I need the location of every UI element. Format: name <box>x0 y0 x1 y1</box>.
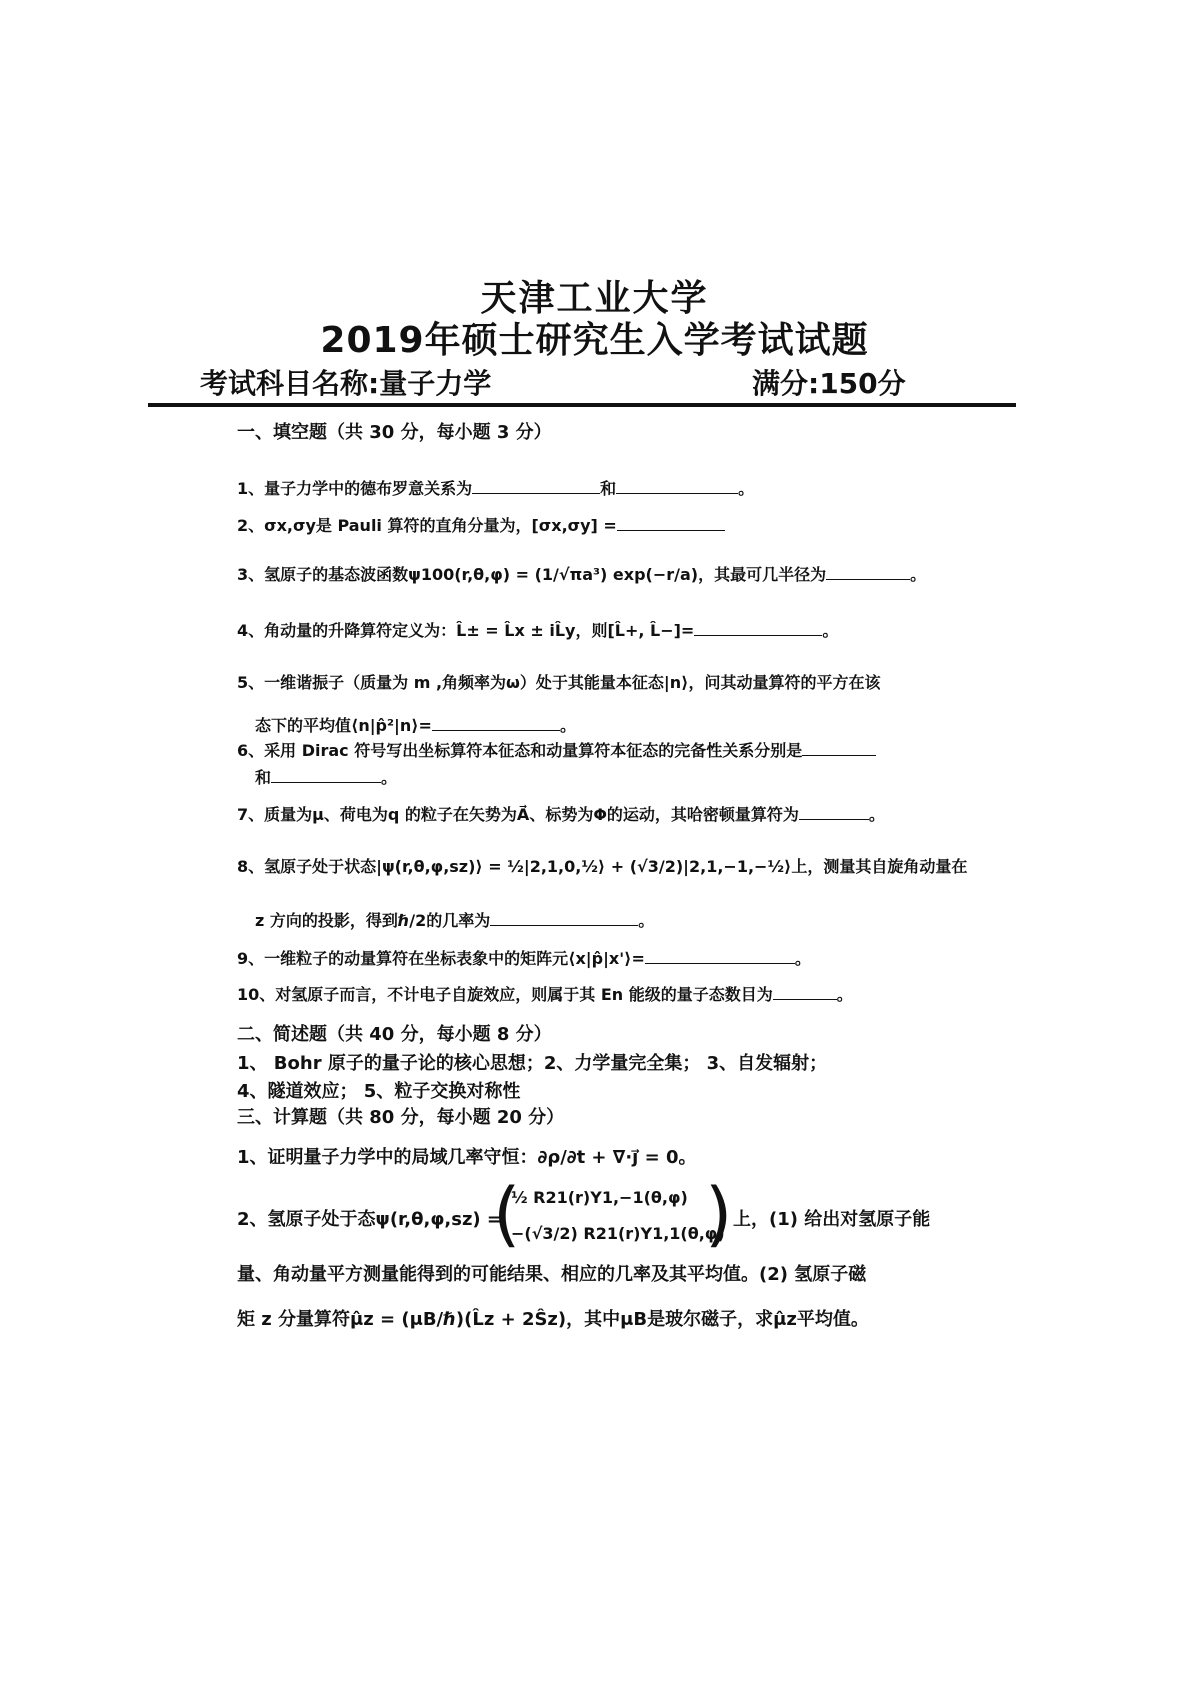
answer-blank <box>826 578 910 580</box>
answer-blank <box>799 818 869 820</box>
answer-blank <box>271 781 381 783</box>
q9-end: 。 <box>794 949 811 968</box>
calc-question-2-cont: 上，(1) 给出对氢原子能 <box>733 1209 931 1230</box>
question-1-10 <box>237 982 853 1005</box>
question-1-6-line2 <box>255 765 397 788</box>
question-1-6-line1 <box>237 738 876 761</box>
q10-end: 。 <box>836 985 853 1004</box>
question-1-2 <box>237 513 725 536</box>
q8-text: z 方向的投影，得到ℏ/2的几率为 <box>255 911 491 930</box>
q6-and: 和 <box>255 768 272 787</box>
section2-line1: 1、 Bohr 原子的量子论的核心思想；2、力学量完全集； 3、自发辐射； <box>237 1053 828 1074</box>
answer-blank <box>472 492 600 494</box>
question-1-8-line1: 8、氢原子处于状态|ψ(r,θ,φ,sz)⟩ = ½|2,1,0,½⟩ + (√3/2)|2,1,−1,−½⟩上，测量其自旋角动量在 <box>237 857 968 876</box>
q5-end: 。 <box>559 716 576 735</box>
subject-name: 考试科目名称:量子力学 <box>200 367 492 400</box>
question-1-8-line2 <box>255 908 654 931</box>
left-paren-icon: ( <box>493 1173 521 1255</box>
q10-text: 10、对氢原子而言，不计电子自旋效应，则属于其 En 能级的量子态数目为 <box>237 985 773 1004</box>
q3-end: 。 <box>910 565 927 584</box>
question-1-5-line2 <box>255 713 576 736</box>
answer-blank <box>617 529 725 531</box>
calc-question-2-line2: 量、角动量平方测量能得到的可能结果、相应的几率及其平均值。(2) 氢原子磁 <box>237 1264 867 1285</box>
calc-question-2-start: 2、氢原子处于态ψ(r,θ,φ,sz) = <box>237 1209 502 1230</box>
section2-heading: 二、简述题（共 40 分，每小题 8 分） <box>237 1024 552 1045</box>
q3-text: 3、氢原子的基态波函数ψ100(r,θ,φ) = (1/√πa³) exp(−r/a)，其最可几半径为 <box>237 565 827 584</box>
state-vector-matrix <box>493 1173 733 1255</box>
q6-text: 6、采用 Dirac 符号写出坐标算符本征态和动量算符本征态的完备性关系分别是 <box>237 741 803 760</box>
matrix-row-1: ½ R21(r)Y1,−1(θ,φ) <box>511 1188 688 1207</box>
question-1-3 <box>237 562 926 585</box>
answer-blank <box>694 634 822 636</box>
full-score: 满分:150分 <box>752 367 906 400</box>
answer-blank <box>616 492 738 494</box>
section2-line2: 4、隧道效应； 5、粒子交换对称性 <box>237 1081 521 1102</box>
q4-text: 4、角动量的升降算符定义为：L̂± = L̂x ± iL̂y，则[L̂+, L̂−]= <box>237 621 695 640</box>
q9-text: 9、一维粒子的动量算符在坐标表象中的矩阵元⟨x|p̂|x'⟩= <box>237 949 645 968</box>
q7-end: 。 <box>868 805 885 824</box>
section3-heading: 三、计算题（共 80 分，每小题 20 分） <box>237 1107 565 1128</box>
q1-end: 。 <box>738 479 755 498</box>
q4-end: 。 <box>822 621 839 640</box>
question-1-9 <box>237 946 811 969</box>
matrix-row-2: −(√3/2) R21(r)Y1,1(θ,φ) <box>511 1224 725 1243</box>
q7-text: 7、质量为μ、荷电为q 的粒子在矢势为A⃗、标势为Φ的运动，其哈密顿量算符为 <box>237 805 799 824</box>
exam-title: 2019年硕士研究生入学考试试题 <box>320 320 869 361</box>
right-paren-icon: ) <box>705 1173 733 1255</box>
question-1-5-line1: 5、一维谐振子（质量为 m ,角频率为ω）处于其能量本征态|n⟩，问其动量算符的平方在该 <box>237 673 881 692</box>
question-1-4 <box>237 618 838 641</box>
question-1-1 <box>237 476 754 499</box>
q6-end: 。 <box>381 768 398 787</box>
answer-blank <box>645 962 795 964</box>
question-1-7 <box>237 802 885 825</box>
q5-text: 态下的平均值⟨n|p̂²|n⟩= <box>255 716 432 735</box>
answer-blank <box>432 729 560 731</box>
q8-end: 。 <box>638 911 655 930</box>
header-divider <box>148 403 1016 407</box>
section1-heading: 一、填空题（共 30 分，每小题 3 分） <box>237 422 552 443</box>
q1-and: 和 <box>600 479 617 498</box>
q1-text: 1、量子力学中的德布罗意关系为 <box>237 479 473 498</box>
university-name: 天津工业大学 <box>480 278 709 319</box>
calc-question-2-line3: 矩 z 分量算符μ̂z = (μB/ℏ)(L̂z + 2Ŝz)，其中μB是玻尔磁子，求μ̂z平均值。 <box>237 1309 869 1330</box>
answer-blank <box>802 754 876 756</box>
q2-text: 2、σx,σy是 Pauli 算符的直角分量为，[σx,σy] = <box>237 516 617 535</box>
answer-blank <box>490 924 638 926</box>
answer-blank <box>773 998 837 1000</box>
calc-question-1: 1、证明量子力学中的局域几率守恒：∂ρ/∂t + ∇·j⃗ = 0。 <box>237 1147 697 1168</box>
